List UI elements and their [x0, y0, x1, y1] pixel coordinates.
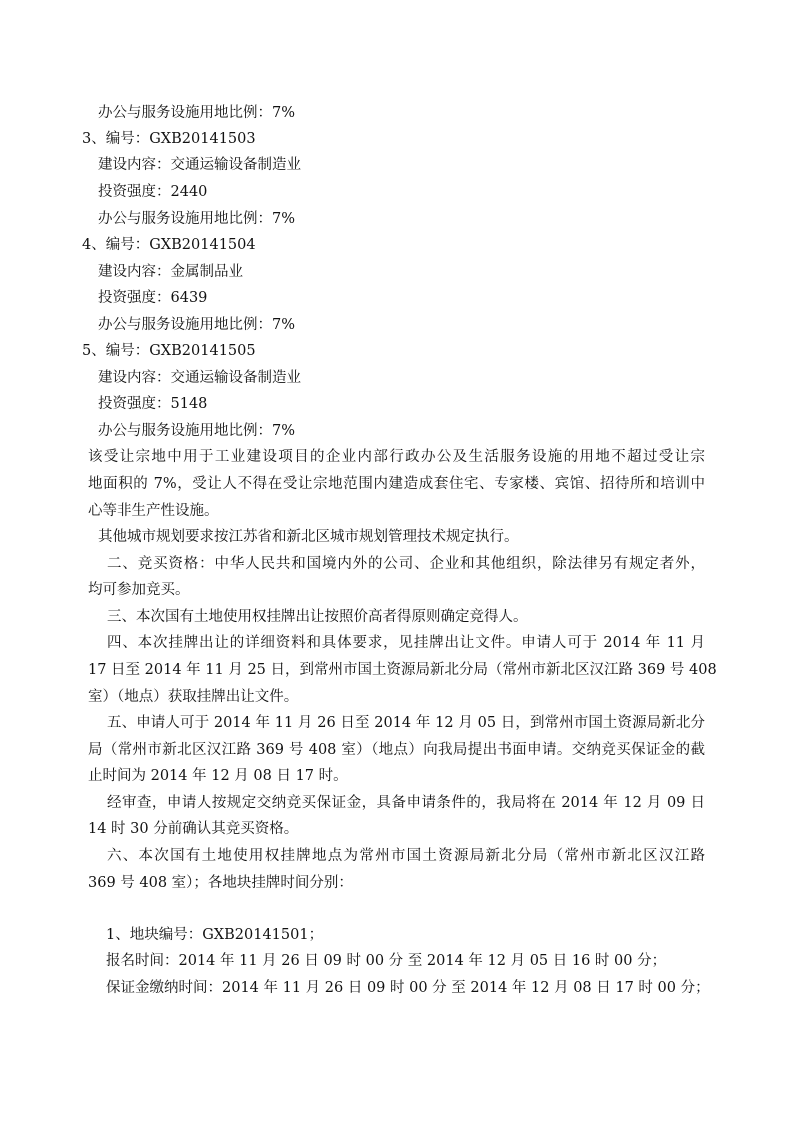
- parcel-5-content: 建设内容：交通运输设备制造业: [98, 370, 301, 386]
- documents-line-1: 四、本次挂牌出让的详细资料和具体要求，见挂牌出让文件。申请人可于 2014 年 11 月: [107, 635, 705, 651]
- other-planning-paragraph: 其他城市规划要求按江苏省和新北区城市规划管理技术规定执行。: [98, 529, 519, 545]
- qualification-line-2: 均可参加竞买。: [88, 582, 190, 598]
- parcel-4-content: 建设内容：金属制品业: [98, 264, 243, 280]
- parcel-3-office-ratio: 办公与服务设施用地比例：7%: [98, 211, 296, 227]
- schedule-registration-time: 报名时间：2014 年 11 月 26 日 09 时 00 分 至 2014 年 12 月 05 日 16 时 00 分；: [106, 953, 667, 969]
- parcel-4-office-ratio: 办公与服务设施用地比例：7%: [98, 317, 296, 333]
- application-line-1: 五、申请人可于 2014 年 11 月 26 日至 2014 年 12 月 05 日，到常州市国土资源局新北分: [107, 715, 705, 731]
- location-line-2: 369 号 408 室）；各地块挂牌时间分别：: [88, 875, 353, 891]
- parcel-5-office-ratio: 办公与服务设施用地比例：7%: [98, 423, 296, 439]
- qualification-line-1: 二、竞买资格：中华人民共和国境内外的公司、企业和其他组织，除法律另有规定者外，: [107, 556, 705, 572]
- review-line-2: 14 时 30 分前确认其竞买资格。: [88, 821, 299, 837]
- parcel-3-number: 3、编号：GXB20141503: [82, 131, 256, 147]
- parcel-4-investment: 投资强度：6439: [98, 290, 208, 306]
- documents-line-2: 17 日至 2014 年 11 月 25 日，到常州市国土资源局新北分局（常州市新北区汉江路 369 号 408: [88, 662, 717, 678]
- documents-line-3: 室）（地点）获取挂牌出让文件。: [88, 689, 299, 705]
- parcel-3-content: 建设内容：交通运输设备制造业: [98, 157, 301, 173]
- parcel-5-investment: 投资强度：5148: [98, 396, 208, 412]
- parcel-5-number: 5、编号：GXB20141505: [82, 343, 256, 359]
- office-ratio-2: 办公与服务设施用地比例：7%: [98, 105, 296, 121]
- schedule-deposit-time: 保证金缴纳时间：2014 年 11 月 26 日 09 时 00 分 至 2014 年 12 月 08 日 17 时 00 分；: [106, 980, 710, 996]
- restriction-line-3: 心等非生产性设施。: [88, 503, 219, 519]
- schedule-parcel-number: 1、地块编号：GXB20141501；: [106, 927, 324, 943]
- location-line-1: 六、本次国有土地使用权挂牌地点为常州市国土资源局新北分局（常州市新北区汉江路: [107, 848, 705, 864]
- review-line-1: 经审查，申请人按规定交纳竞买保证金，具备申请条件的，我局将在 2014 年 12 月 09 日: [107, 795, 705, 811]
- application-line-2: 局（常州市新北区汉江路 369 号 408 室）（地点）向我局提出书面申请。交纳竞买保证金的截: [88, 742, 705, 758]
- principle-paragraph: 三、本次国有土地使用权挂牌出让按照价高者得原则确定竞得人。: [107, 609, 528, 625]
- parcel-3-investment: 投资强度：2440: [98, 184, 208, 200]
- parcel-4-number: 4、编号：GXB20141504: [82, 237, 256, 253]
- restriction-line-1: 该受让宗地中用于工业建设项目的企业内部行政办公及生活服务设施的用地不超过受让宗: [88, 449, 705, 465]
- application-line-3: 止时间为 2014 年 12 月 08 日 17 时。: [88, 768, 348, 784]
- restriction-line-2: 地面积的 7%，受让人不得在受让宗地范围内建造成套住宅、专家楼、宾馆、招待所和培训中: [88, 476, 705, 492]
